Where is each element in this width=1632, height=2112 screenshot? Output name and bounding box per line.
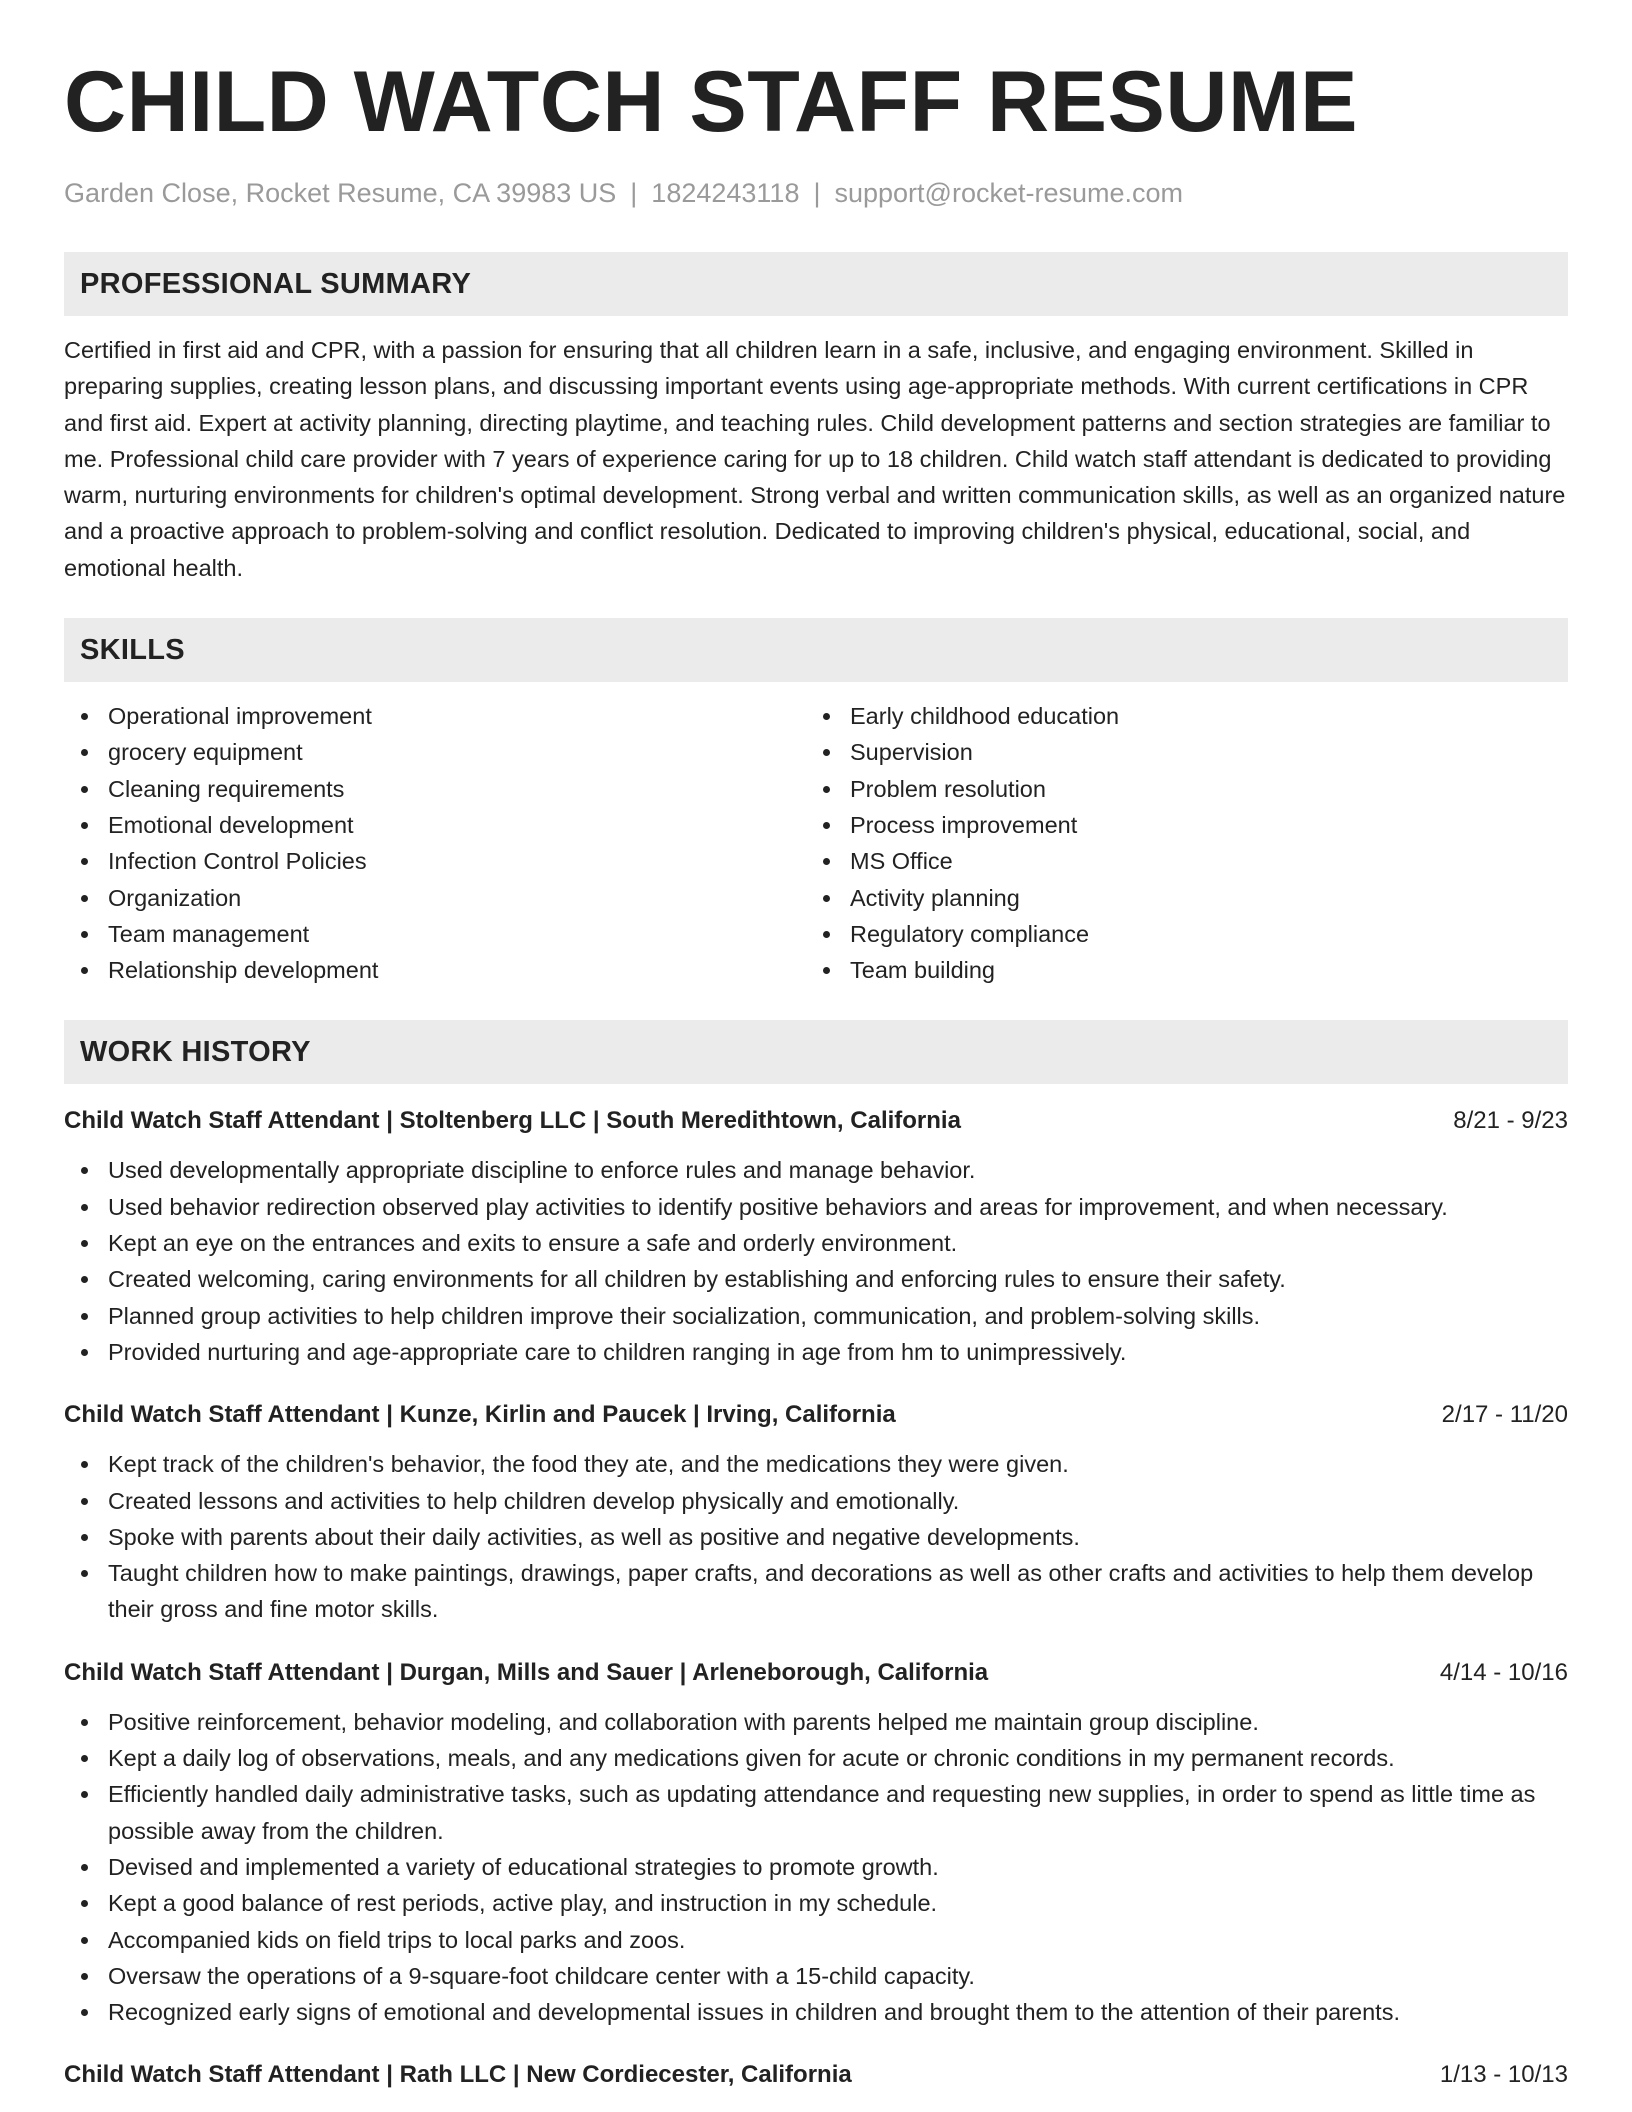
job-bullet: Kept a good balance of rest periods, active play, and instruction in my schedule. [64, 1885, 1568, 1921]
job-bullets [64, 1704, 1568, 2031]
skill-item: Emotional development [64, 807, 806, 843]
job-header [64, 1104, 1568, 1138]
job-bullet: Efficiently handled daily administrative tasks, such as updating attendance and requesting new supplies, in order to spend as little time as possible away from the children. [64, 1776, 1568, 1849]
skill-item: Relationship development [64, 952, 806, 988]
skill-item: Process improvement [806, 807, 1548, 843]
section-heading-summary: PROFESSIONAL SUMMARY [64, 252, 1568, 316]
summary-paragraph: Certified in first aid and CPR, with a passion for ensuring that all children learn in a safe, inclusive, and engaging environment. Skilled in preparing supplies, creating lesson plans, and discussing important events using age-appropriate methods. With current certifications in CPR and first aid. Expert at activity planning, directing playtime, and teaching rules. Child development patterns and section strategies are familiar to me. Professional child care provider with 7 years of experience caring for up to 18 children. Child watch staff attendant is dedicated to providing warm, nurturing environments for children's optimal development. Strong verbal and written communication skills, as well as an organized nature and a proactive approach to problem-solving and conflict resolution. Dedicated to improving children's physical, educational, social, and emotional health. [64, 337, 1566, 581]
skills-list-right [806, 698, 1548, 988]
job-entry [64, 2058, 1568, 2092]
contact-separator: | [630, 178, 638, 208]
contact-line [64, 176, 1568, 210]
job-bullet: Taught children how to make paintings, drawings, paper crafts, and decorations as well as other crafts and activities to help them develop their gross and fine motor skills. [64, 1555, 1568, 1628]
resume-title: CHILD WATCH STAFF RESUME [64, 54, 1358, 150]
job-bullet: Spoke with parents about their daily activities, as well as positive and negative developments. [64, 1519, 1568, 1555]
job-title: Child Watch Staff Attendant | Kunze, Kirlin and Paucek | Irving, California [64, 1401, 896, 1429]
job-header [64, 1656, 1568, 1690]
job-dates: 4/14 - 10/16 [1439, 1658, 1568, 1686]
job-bullet: Planned group activities to help children improve their socialization, communication, and problem-solving skills. [64, 1298, 1568, 1334]
job-entry [64, 1656, 1568, 2031]
skill-item: Regulatory compliance [806, 916, 1548, 952]
skill-item: Operational improvement [64, 698, 806, 734]
skill-item: Team management [64, 916, 806, 952]
job-bullets [64, 1152, 1568, 1370]
job-bullet: Used developmentally appropriate discipline to enforce rules and manage behavior. [64, 1152, 1568, 1188]
job-bullet: Kept a daily log of observations, meals, and any medications given for acute or chronic conditions in my permanent records. [64, 1740, 1568, 1776]
job-bullet: Kept track of the children's behavior, the food they ate, and the medications they were given. [64, 1446, 1568, 1482]
skill-item: Cleaning requirements [64, 771, 806, 807]
job-entry [64, 1398, 1568, 1627]
skill-item: Organization [64, 880, 806, 916]
job-title: Child Watch Staff Attendant | Durgan, Mills and Sauer | Arleneborough, California [64, 1658, 989, 1686]
job-bullet: Positive reinforcement, behavior modeling, and collaboration with parents helped me maintain group discipline. [64, 1704, 1568, 1740]
job-header [64, 2058, 1568, 2092]
job-dates: 2/17 - 11/20 [1441, 1401, 1568, 1429]
skill-item: Early childhood education [806, 698, 1548, 734]
contact-separator: | [813, 178, 821, 208]
skill-item: Infection Control Policies [64, 843, 806, 879]
job-dates: 8/21 - 9/23 [1453, 1107, 1568, 1135]
skill-item: Problem resolution [806, 771, 1548, 807]
job-title: Child Watch Staff Attendant | Rath LLC | New Cordiecester, California [64, 2061, 852, 2089]
contact-phone: 1824243118 [651, 178, 800, 208]
job-title: Child Watch Staff Attendant | Stoltenberg LLC | South Meredithtown, California [64, 1107, 961, 1135]
job-bullet: Kept an eye on the entrances and exits to ensure a safe and orderly environment. [64, 1225, 1568, 1261]
job-bullet: Created welcoming, caring environments for all children by establishing and enforcing rules to ensure their safety. [64, 1261, 1568, 1297]
job-entry [64, 1104, 1568, 1370]
skill-item: grocery equipment [64, 734, 806, 770]
job-bullet: Accompanied kids on field trips to local parks and zoos. [64, 1922, 1568, 1958]
job-bullet: Created lessons and activities to help children develop physically and emotionally. [64, 1483, 1568, 1519]
job-bullet: Used behavior redirection observed play activities to identify positive behaviors and areas for improvement, and when necessary. [64, 1189, 1568, 1225]
skill-item: Team building [806, 952, 1548, 988]
section-heading-skills: SKILLS [64, 618, 1568, 682]
section-heading-work-history: WORK HISTORY [64, 1020, 1568, 1084]
skill-item: MS Office [806, 843, 1548, 879]
job-bullet: Oversaw the operations of a 9-square-foot childcare center with a 15-child capacity. [64, 1958, 1568, 1994]
skill-item: Supervision [806, 734, 1548, 770]
skill-item: Activity planning [806, 880, 1548, 916]
job-dates: 1/13 - 10/13 [1439, 2061, 1568, 2089]
contact-email: support@rocket-resume.com [834, 178, 1184, 208]
job-bullet: Provided nurturing and age-appropriate care to children ranging in age from hm to unimpressively. [64, 1334, 1568, 1370]
job-header [64, 1398, 1568, 1432]
contact-address: Garden Close, Rocket Resume, CA 39983 US [64, 178, 617, 208]
job-bullet: Devised and implemented a variety of educational strategies to promote growth. [64, 1849, 1568, 1885]
skills-list-left [64, 698, 806, 988]
skills-grid [64, 698, 1568, 988]
job-bullets [64, 1446, 1568, 1627]
job-bullet: Recognized early signs of emotional and developmental issues in children and brought them to the attention of their parents. [64, 1994, 1568, 2030]
